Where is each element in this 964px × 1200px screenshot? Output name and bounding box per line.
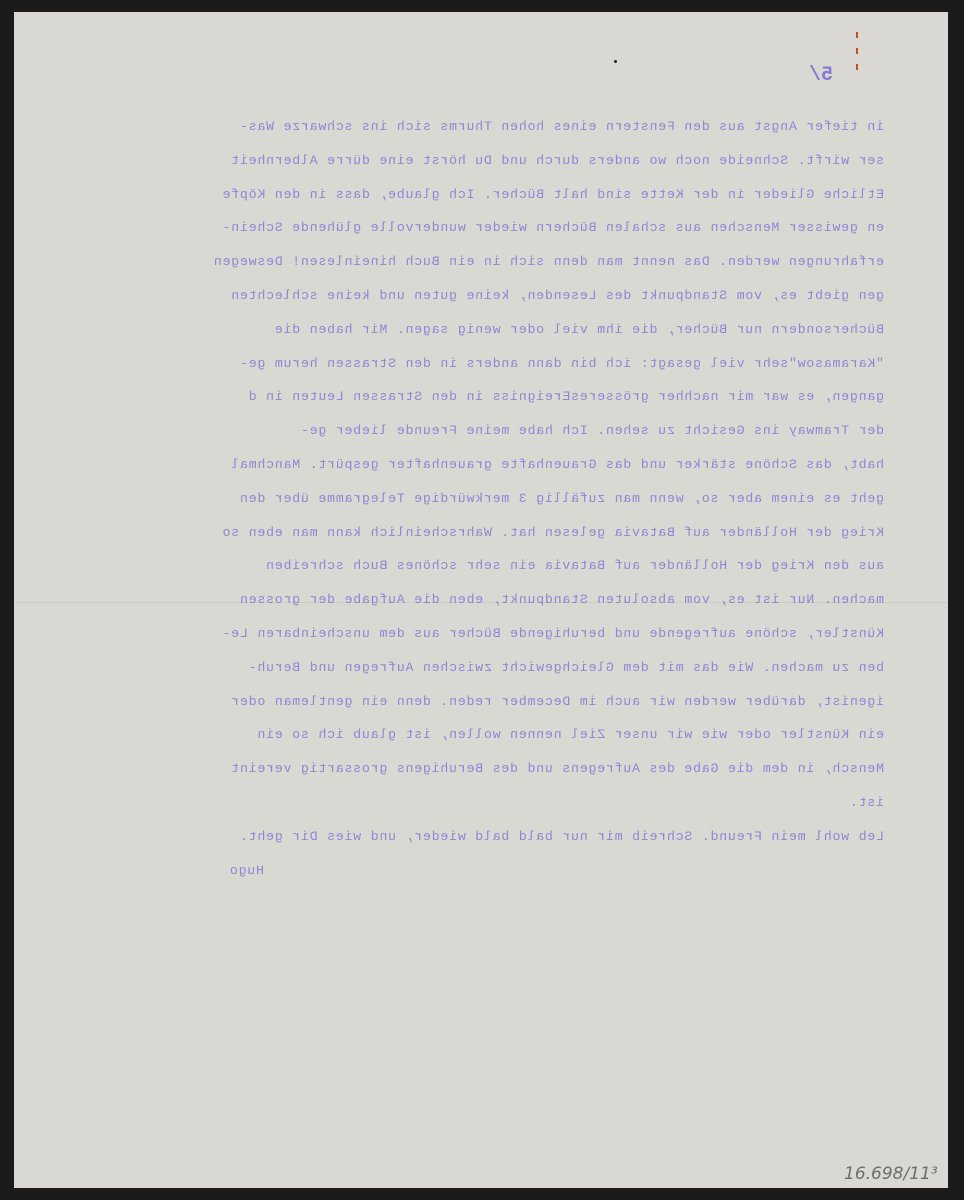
margin-marks	[856, 32, 860, 92]
letter-page	[14, 12, 948, 1188]
text-line: Künstler, schöne aufregende und beruhigende Bücher aus dem unscheinbaren Le-	[221, 625, 884, 641]
text-line: habt, das Schöne stärker und das Grauenhafte grauenhafter gespürt. Manchmal	[230, 456, 884, 472]
text-line: ben zu machen. Wie das mit dem Gleichgewicht zwischen Aufregen und Beruh-	[247, 659, 884, 675]
text-line: erfahrungen werden. Das nennt man denn sich in ein Buch hineinlesen! Deswegen	[213, 254, 884, 270]
text-line: ist.	[849, 794, 884, 810]
archive-number: 16.698/11³	[844, 1164, 938, 1184]
text-line: Leb wohl mein Freund. Schreib mir nur bald bald wieder, und wies Dir geht.	[239, 828, 884, 844]
text-line: machen. Nur ist es, vom absoluten Standpunkt, eben die Aufgabe der grossen	[239, 592, 884, 608]
mirrored-typewritten-text	[164, 110, 884, 887]
text-line: in tiefer Angst aus den Fenstern eines hohen Thurms sich ins schwarze Was-	[239, 119, 884, 134]
text-line: Mensch, in dem die Gabe des Aufregens und des Beruhigens grossartig vereint	[230, 761, 884, 777]
text-line: geht es einem aber so, wenn man zufällig 3 merkwürdige Telegramme über den	[239, 490, 884, 506]
text-line: "Karamasow"sehr viel gesagt: ich bin dann anders in den Strassen herum ge-	[239, 355, 884, 371]
text-line: aus den Krieg der Holländer auf Batavia ein sehr schönes Buch schreiben	[265, 558, 884, 574]
text-line: Büchersondern nur Bücher, die ihm viel oder wenig sagen. Mir haben die	[274, 321, 884, 337]
signature: Hugo	[229, 862, 264, 878]
text-line: ser wirft. Schneide noch wo anders durch und Du hörst eine dürre Albernheit	[230, 152, 884, 168]
text-line: Etliche Glieder in der Kette sind halt Bücher. Ich glaube, dass in den Köpfe	[221, 186, 884, 202]
text-line: Krieg der Holländer auf Batavia gelesen hat. Wahrscheinlich kann man eben so	[221, 524, 884, 540]
text-line: gen giebt es, vom Standpunkt des Lesenden, keine guten und keine schlechten	[230, 287, 884, 303]
text-line: ein Künstler oder wie wir unser Ziel nennen wollen, ist glaub ich so ein	[256, 727, 884, 743]
ink-dot	[614, 60, 617, 63]
text-line: igenist, darüber werden wir auch im December reden. denn ein gentleman oder	[230, 693, 884, 709]
text-line: der Tramway ins Gesicht zu sehen. Ich habe meine Freunde lieber ge-	[300, 423, 884, 439]
text-line: en gewisser Menschen aus schalen Büchern wieder wundervolle glühende Schein-	[221, 220, 884, 236]
page-number: 5/	[809, 64, 834, 87]
text-line: gangen, es war mir nachher grösseresEreigniss in den Strassen Leuten in d	[247, 389, 884, 405]
